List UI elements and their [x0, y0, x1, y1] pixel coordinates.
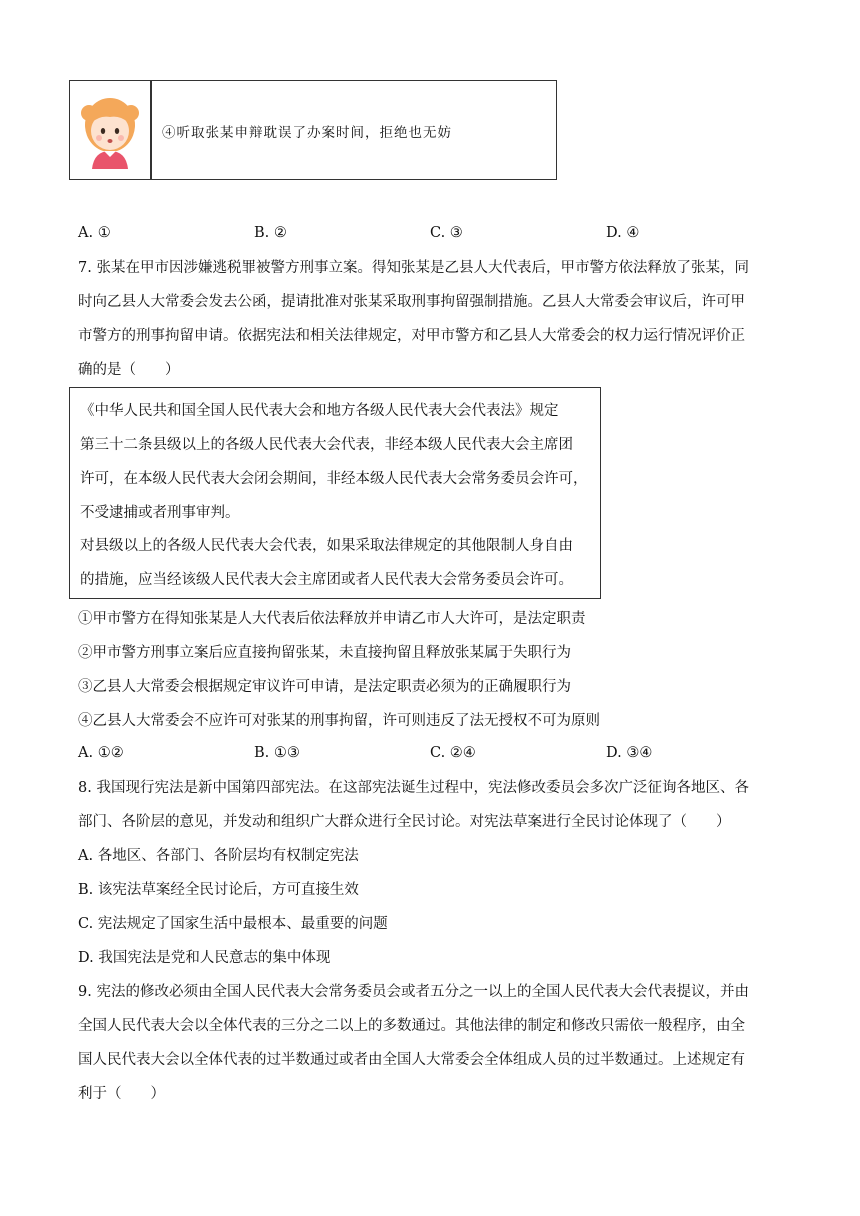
q7-option-a: A. ①② — [78, 745, 124, 761]
q8-option-c: C. 宪法规定了国家生活中最根本、最重要的问题 — [78, 916, 388, 932]
q7-option-c: C. ②④ — [430, 745, 476, 761]
quote-line: 第三十二条县级以上的各级人民代表大会代表，非经本级人民代表大会主席团 — [80, 437, 573, 453]
q7-stem-line: 7. 张某在甲市因涉嫌逃税罪被警方刑事立案。得知张某是乙县人大代表后，甲市警方依法释放了张某，同 — [78, 260, 749, 276]
q9-stem-line: 利于（ ） — [78, 1086, 165, 1102]
q7-stem-line: 确的是（ ） — [78, 362, 180, 378]
q7-option-b: B. ①③ — [254, 745, 300, 761]
q7-stem-line: 时向乙县人大常委会发去公函，提请批准对张某采取刑事拘留强制措施。乙县人大常委会审议后，许可甲 — [78, 294, 745, 310]
q7-option-d: D. ③④ — [606, 745, 653, 761]
q8-stem-line: 8. 我国现行宪法是新中国第四部宪法。在这部宪法诞生过程中，宪法修改委员会多次广泛征询各地区、各 — [78, 780, 749, 796]
q7-statement: ③乙县人大常委会根据规定审议许可申请，是法定职责必须为的正确履职行为 — [78, 679, 571, 695]
q7-statement: ④乙县人大常委会不应许可对张某的刑事拘留，许可则违反了法无授权不可为原则 — [78, 713, 600, 729]
q6-option-d: D. ④ — [606, 225, 640, 241]
quote-line: 《中华人民共和国全国人民代表大会和地方各级人民代表大会代表法》规定 — [80, 403, 559, 419]
q6-option-a: A. ① — [78, 225, 111, 241]
figure-box — [69, 80, 557, 180]
quote-line: 不受逮捕或者刑事审判。 — [80, 505, 240, 521]
girl-avatar-icon — [80, 93, 140, 169]
q9-stem-line: 9. 宪法的修改必须由全国人民代表大会常务委员会或者五分之一以上的全国人民代表大会代表提议，并由 — [78, 984, 749, 1000]
q9-stem-line: 国人民代表大会以全体代表的过半数通过或者由全国人大常委会全体组成人员的过半数通过。上述规定有 — [78, 1052, 745, 1068]
figure-divider — [150, 81, 152, 179]
q7-statement: ①甲市警方在得知张某是人大代表后依法释放并申请乙市人大许可，是法定职责 — [78, 611, 586, 627]
quote-line: 的措施，应当经该级人民代表大会主席团或者人民代表大会常务委员会许可。 — [80, 572, 573, 588]
q7-statement: ②甲市警方刑事立案后应直接拘留张某，未直接拘留且释放张某属于失职行为 — [78, 645, 571, 661]
q8-option-d: D. 我国宪法是党和人民意志的集中体现 — [78, 950, 331, 966]
q6-option-b: B. ② — [254, 225, 287, 241]
quote-line: 许可，在本级人民代表大会闭会期间，非经本级人民代表大会常务委员会许可， — [80, 471, 588, 487]
quote-line: 对县级以上的各级人民代表大会代表，如果采取法律规定的其他限制人身自由 — [80, 538, 573, 554]
q7-stem-line: 市警方的刑事拘留申请。依据宪法和相关法律规定，对甲市警方和乙县人大常委会的权力运行情况评价正 — [78, 328, 745, 344]
q9-stem-line: 全国人民代表大会以全体代表的三分之二以上的多数通过。其他法律的制定和修改只需依一般程序，由全 — [78, 1018, 745, 1034]
q8-stem-line: 部门、各阶层的意见，并发动和组织广大群众进行全民讨论。对宪法草案进行全民讨论体现了（ ） — [78, 814, 731, 830]
q8-option-a: A. 各地区、各部门、各阶层均有权制定宪法 — [78, 848, 359, 864]
law-quote-box — [69, 387, 601, 599]
q6-option-c: C. ③ — [430, 225, 463, 241]
figure-speech: ④听取张某申辩耽误了办案时间，拒绝也无妨 — [162, 125, 452, 141]
q8-option-b: B. 该宪法草案经全民讨论后，方可直接生效 — [78, 882, 359, 898]
